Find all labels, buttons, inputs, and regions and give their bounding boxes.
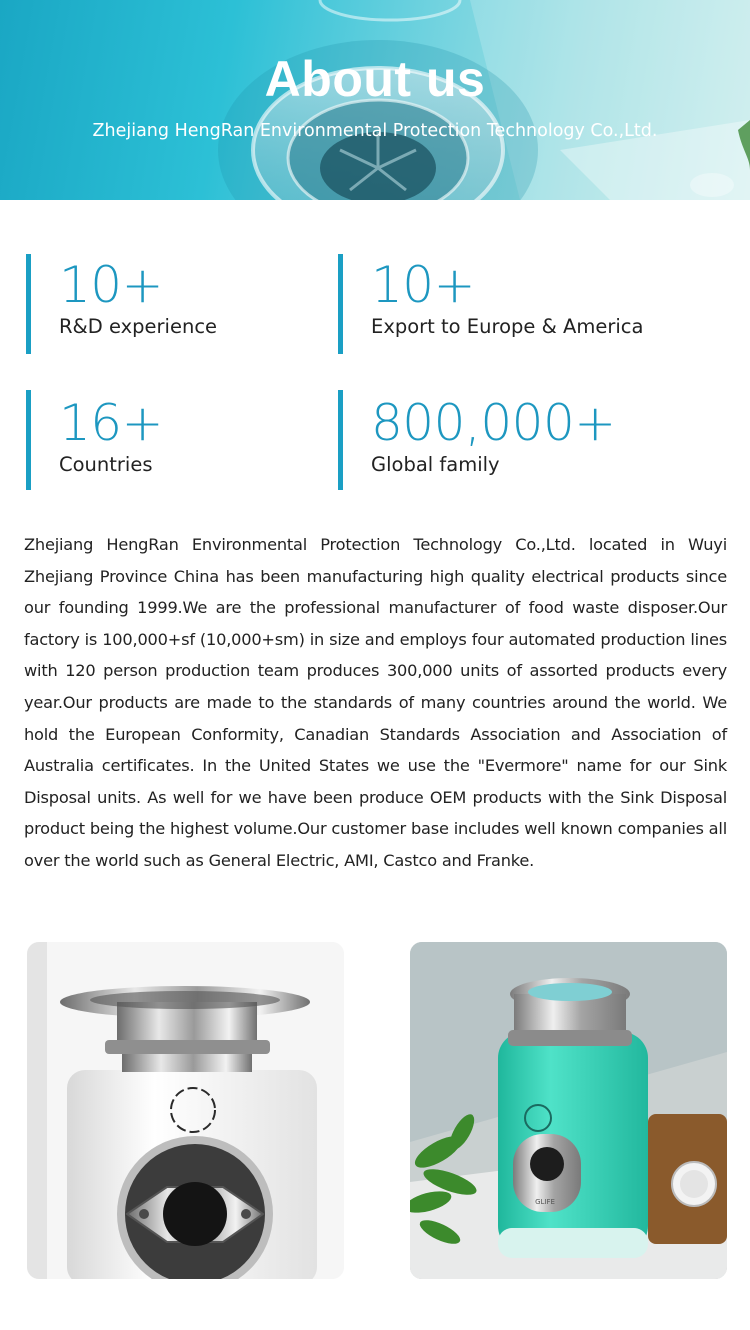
product-image-white-disposer: [27, 942, 344, 1279]
product-brand-badge: GLIFE: [535, 1198, 555, 1206]
product-image-green-disposer: [410, 942, 727, 1279]
stat-number: 800,000+: [371, 394, 616, 452]
green-disposer-illustration: [410, 942, 727, 1279]
white-disposer-illustration: [27, 942, 344, 1279]
stat-rd-experience: [26, 254, 217, 354]
stat-label: Export to Europe & America: [371, 315, 644, 338]
stat-export: [338, 254, 643, 354]
hero-banner: [0, 0, 750, 200]
company-name-subtitle: Zhejiang HengRan Environmental Protection Technology Co.,Ltd.: [92, 121, 658, 141]
company-description: Zhejiang HengRan Environmental Protection Technology Co.,Ltd. located in Wuyi Zhejiang Province China has been manufacturing high quality electrical products since our founding 1999.We are the professional manufacturer of food waste disposer.Our factory is 100,000+sf (10,000+sm) in size and employs four automated production lines with 120 person production team produces 300,000 units of assorted products every year.Our products are made to the standards of many countries around the world. We hold the European Conformity, Canadian Standards Association and Association of Australia certificates. In the United States we use the "Evermore" name for our Sink Disposal units. As well for we have been produce OEM products with the Sink Disposal product being the highest volume.Our customer base includes well known companies all over the world such as General Electric, AMI, Castco and Franke.: [24, 535, 727, 870]
stat-number: 16+: [59, 394, 164, 452]
stat-number: 10+: [59, 256, 164, 314]
stat-countries: [26, 390, 163, 490]
stat-label: R&D experience: [59, 315, 218, 338]
stat-number: 10+: [371, 256, 476, 314]
page-title: About us: [264, 51, 486, 107]
stat-label: Countries: [59, 453, 153, 476]
stat-global-family: [338, 390, 616, 490]
stat-label: Global family: [371, 453, 500, 476]
